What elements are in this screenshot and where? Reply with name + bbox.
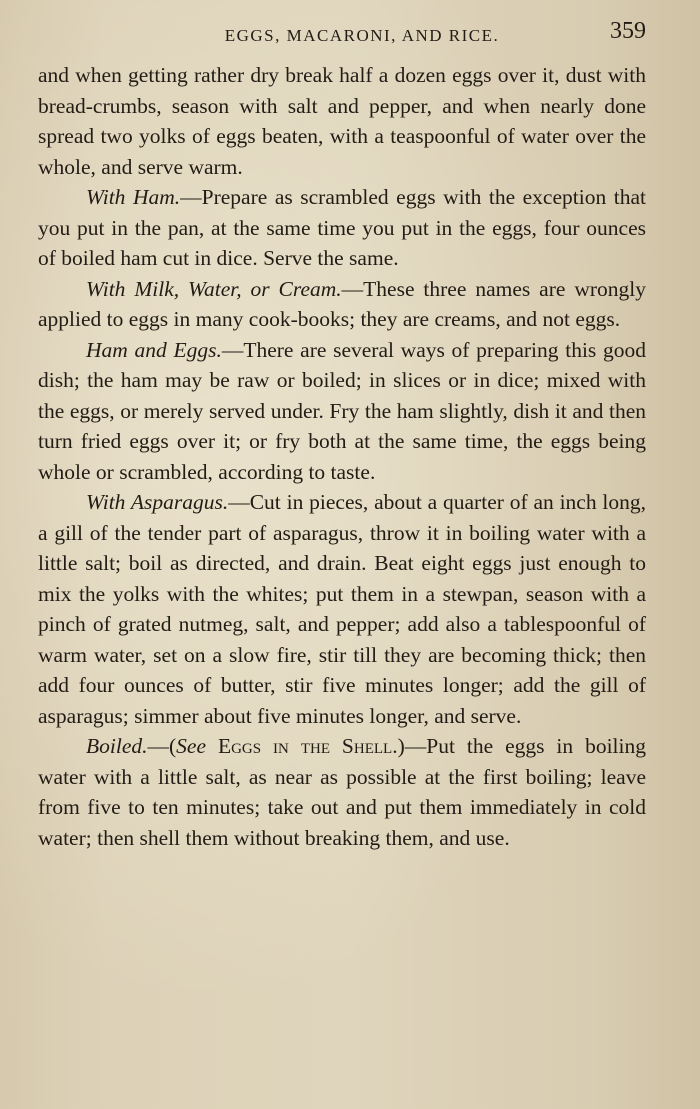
recipe-heading-boiled: Boiled.: [86, 734, 148, 758]
body-text: [38, 60, 646, 853]
paragraph-text: and when getting rather dry break half a dozen eggs over it, dust with bread-crumbs, season with salt and pepper, and when nearly done spread two yolks of eggs beaten, with a teaspoonful of water over the whole, and serve warm.: [38, 63, 646, 179]
paragraph-with-ham: [38, 182, 646, 274]
running-title: EGGS, MACARONI, AND RICE.: [224, 26, 500, 45]
recipe-heading-ham-and-eggs: Ham and Eggs.: [86, 337, 222, 362]
paragraph-text: [206, 734, 218, 758]
paragraph-boiled: [38, 731, 646, 853]
cross-reference: Eggs in the Shell.: [217, 734, 398, 758]
recipe-heading-with-asparagus: With Asparagus.: [86, 490, 229, 514]
paragraph-continuation: [38, 60, 646, 182]
paragraph-with-asparagus: [38, 487, 646, 731]
paragraph-text: )—Put the eggs in boiling water with a little salt, as near as possible at the first boiling; leave from five to ten minutes; take out and put them immediately in cold water; then shell them without breaking them, and use.: [38, 734, 647, 850]
paragraph-ham-and-eggs: [38, 335, 646, 488]
running-head: [38, 18, 646, 48]
paragraph-text: —There are several ways of preparing this good dish; the ham may be raw or boiled; in slices or in dice; mixed with the eggs, or merely served under. Fry the ham slightly, dish it and then turn fried eggs over it; or fry both at the same time, the eggs being whole or scrambled, according to taste.: [38, 337, 646, 484]
paragraph-text: —Cut in pieces, about a quarter of an inch long, a gill of the tender part of asparagus, throw it in boiling water with a little salt; boil as directed, and drain. Beat eight eggs just enough to mix the yolks with the whites; put them in a stewpan, season with a pinch of grated nutmeg, salt, and pepper; add also a tablespoonful of warm water, set on a slow fire, stir till they are becoming thick; then add four ounces of butter, stir five minutes longer; add the gill of asparagus; simmer about five minutes longer, and serve.: [38, 490, 647, 728]
paragraph-text: —(: [147, 734, 177, 758]
paragraph-milk-water-cream: [38, 274, 646, 335]
recipe-heading-milk-water-cream: With Milk, Water, or Cream.: [86, 276, 342, 301]
see-reference: See: [176, 734, 207, 758]
page-number: 359: [610, 18, 646, 44]
paragraph-text: —These three names are wrongly applied to eggs in many cook-books; they are creams, and not eggs.: [38, 276, 646, 331]
paragraph-text: —Prepare as scrambled eggs with the exception that you put in the pan, at the same time you put in the eggs, four ounces of boiled ham cut in dice. Serve the same.: [38, 185, 646, 270]
recipe-heading-with-ham: With Ham.: [86, 185, 181, 209]
